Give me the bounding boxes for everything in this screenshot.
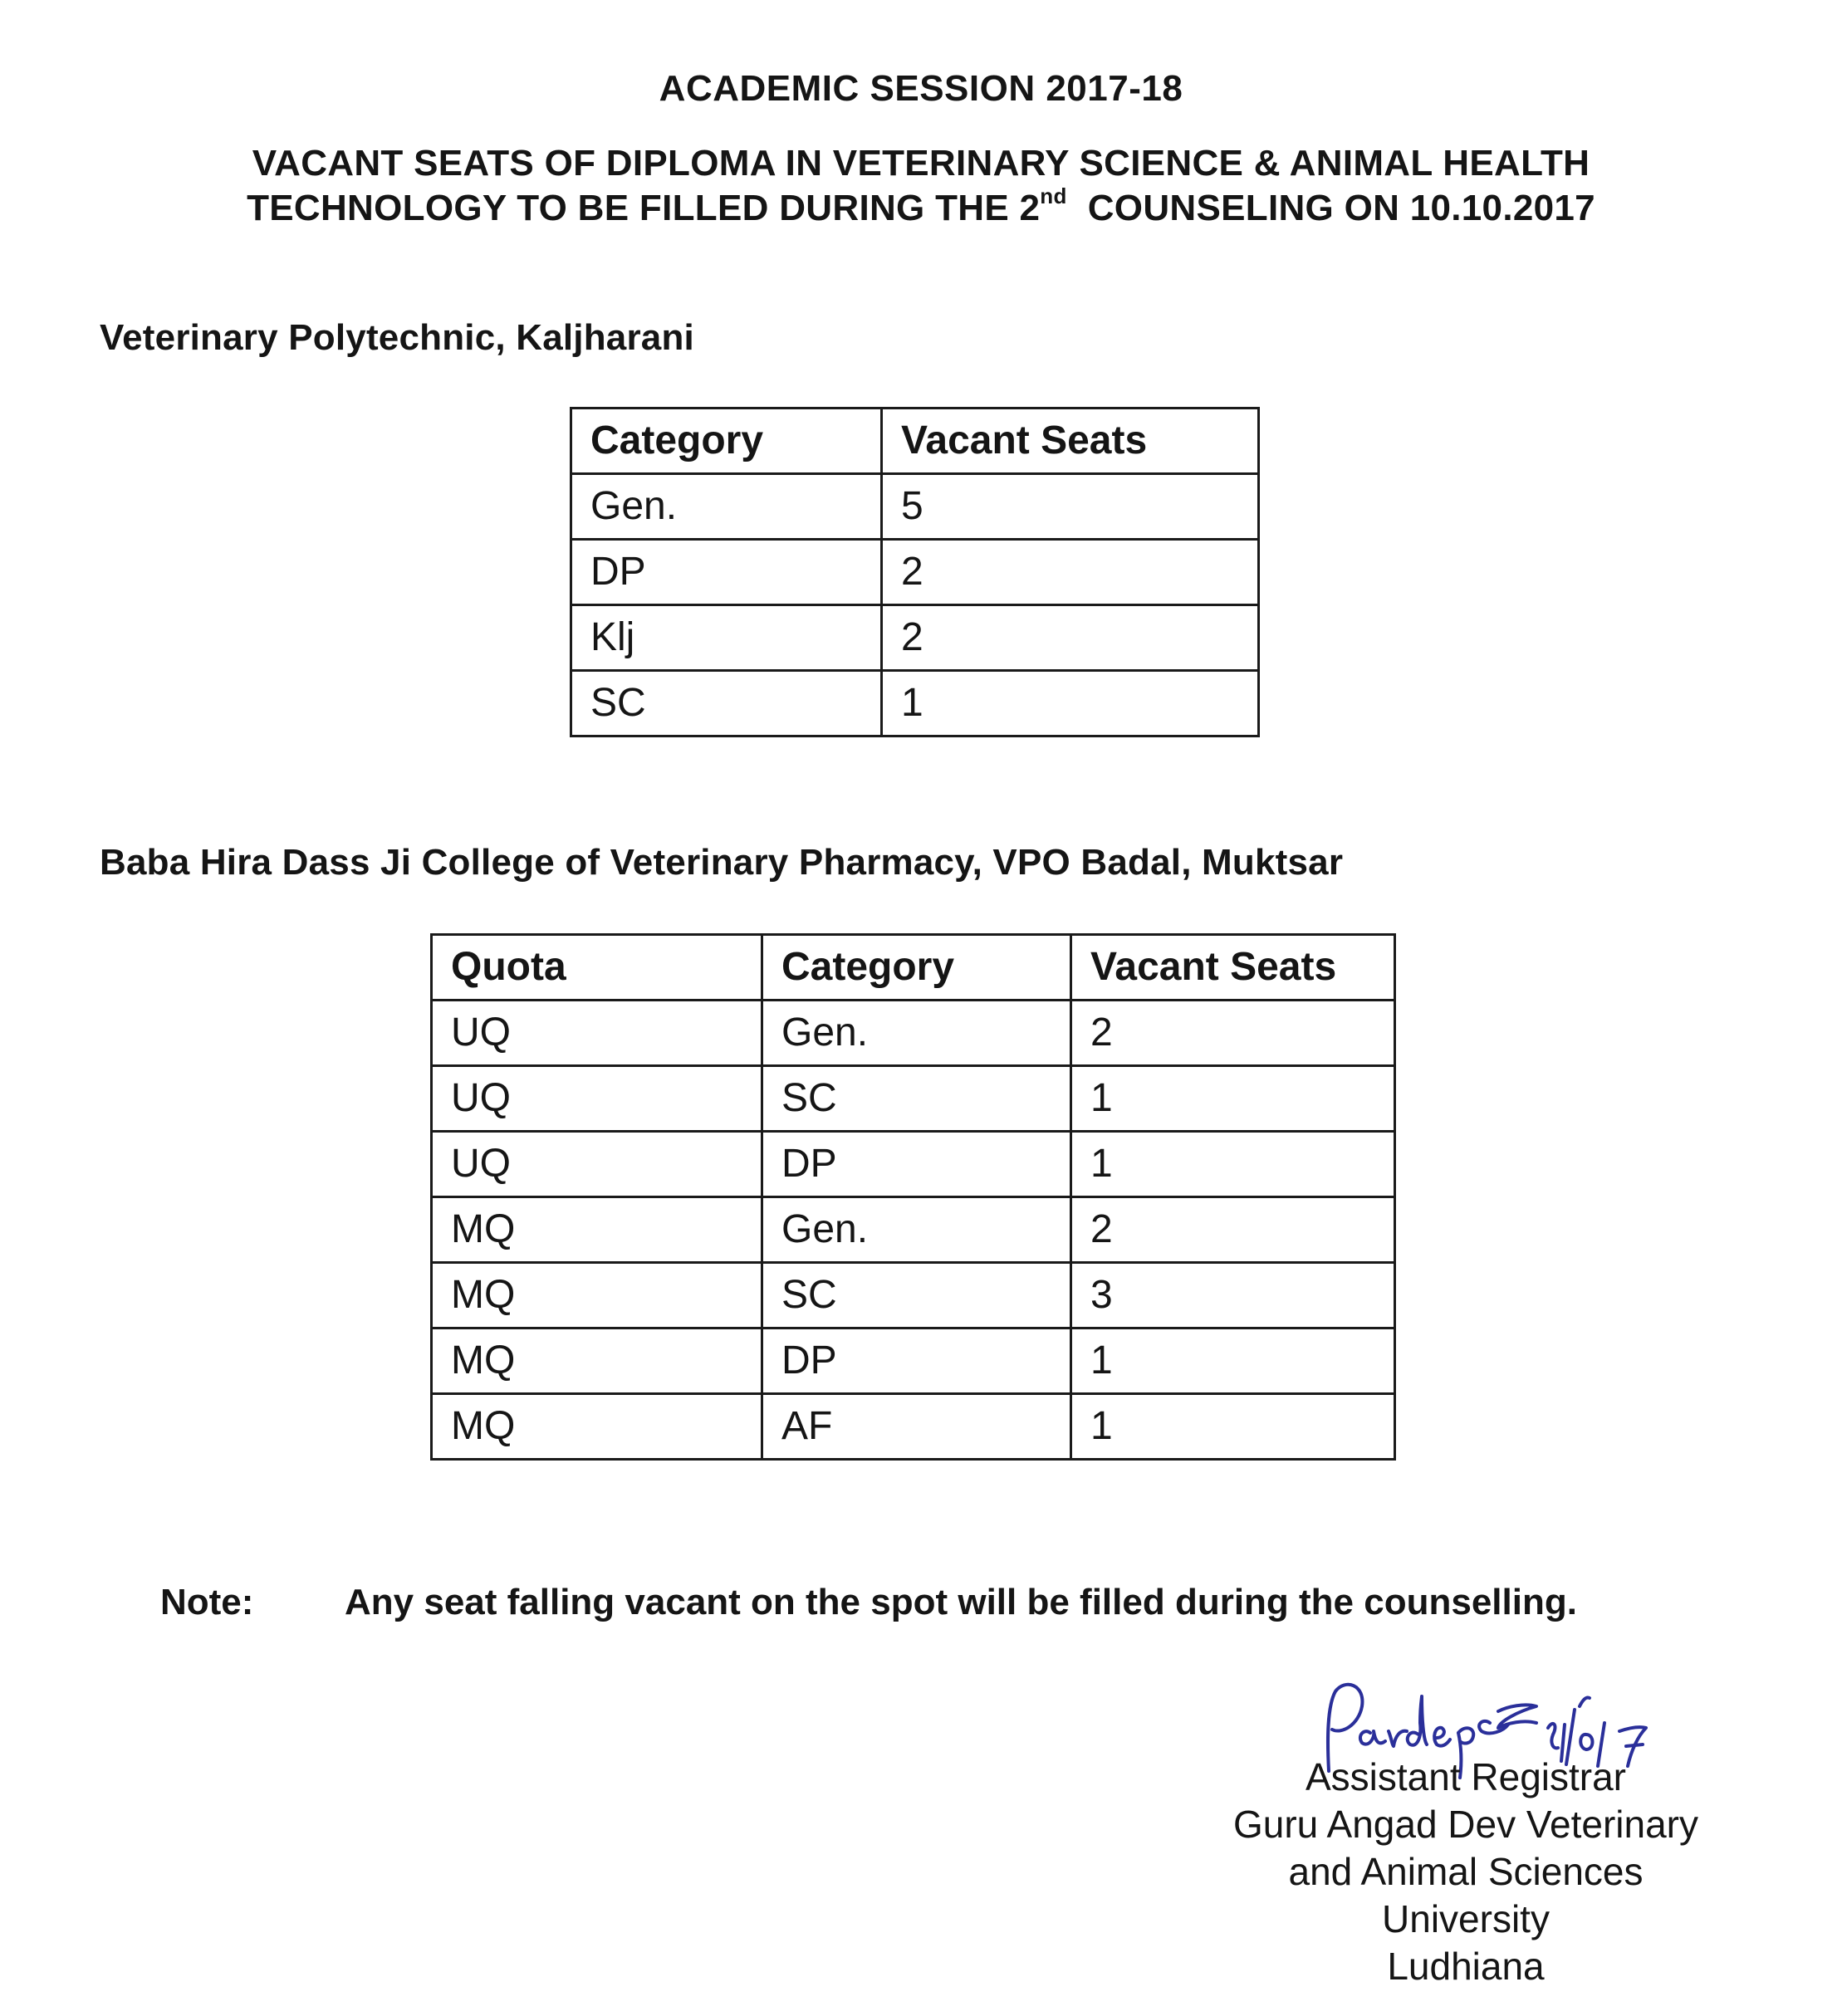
table-cell: SC xyxy=(762,1263,1071,1329)
table-cell: 1 xyxy=(1071,1132,1395,1197)
table-row xyxy=(571,540,1259,605)
table-cell: Gen. xyxy=(571,474,882,540)
table-row xyxy=(432,1066,1395,1132)
table-cell: SC xyxy=(762,1066,1071,1132)
institution-city: Ludhiana xyxy=(1387,1945,1545,1988)
table-cell: DP xyxy=(762,1329,1071,1394)
section-heading-kaljharani: Veterinary Polytechnic, Kaljharani xyxy=(100,317,694,358)
title-line-1: VACANT SEATS OF DIPLOMA IN VETERINARY SCIENCE & ANIMAL HEALTH xyxy=(252,143,1590,183)
section-heading-muktsar: Baba Hira Dass Ji College of Veterinary Pharmacy, VPO Badal, Muktsar xyxy=(100,842,1344,883)
table-cell: DP xyxy=(571,540,882,605)
table-cell: UQ xyxy=(432,1066,762,1132)
institution-line-3: University xyxy=(1382,1897,1550,1940)
table-cell: 2 xyxy=(1071,1001,1395,1066)
column-header: Vacant Seats xyxy=(1071,935,1395,1001)
column-header: Category xyxy=(762,935,1071,1001)
table-row xyxy=(571,671,1259,736)
table-row xyxy=(432,1001,1395,1066)
table-row xyxy=(432,1329,1395,1394)
ordinal-suffix: nd xyxy=(1040,183,1067,208)
note-label: Note: xyxy=(160,1582,254,1622)
muktsar-vacancy-table xyxy=(430,933,1396,1461)
title-line-2-date: COUNSELING ON 10.10.2017 xyxy=(1066,188,1595,228)
institution-line-2: and Animal Sciences xyxy=(1288,1850,1644,1893)
table-row xyxy=(432,1197,1395,1263)
table-header-row xyxy=(571,409,1259,474)
document-title xyxy=(0,141,1842,231)
kaljharani-vacancy-table xyxy=(570,407,1260,737)
table-row xyxy=(432,1132,1395,1197)
column-header: Quota xyxy=(432,935,762,1001)
table-cell: 1 xyxy=(1071,1394,1395,1460)
signatory-block xyxy=(1163,1754,1769,1990)
table-cell: AF xyxy=(762,1394,1071,1460)
table-cell: MQ xyxy=(432,1329,762,1394)
table-cell: 3 xyxy=(1071,1263,1395,1329)
table-row xyxy=(571,474,1259,540)
table-cell: UQ xyxy=(432,1132,762,1197)
column-header: Category xyxy=(571,409,882,474)
column-header: Vacant Seats xyxy=(882,409,1259,474)
table-cell: Klj xyxy=(571,605,882,671)
table-cell: Gen. xyxy=(762,1001,1071,1066)
table-row xyxy=(432,1263,1395,1329)
title-line-2-text: TECHNOLOGY TO BE FILLED DURING THE 2 xyxy=(247,188,1041,228)
table-row xyxy=(432,1394,1395,1460)
table-cell: 1 xyxy=(1071,1066,1395,1132)
table-cell: UQ xyxy=(432,1001,762,1066)
title-line-2 xyxy=(0,183,1842,231)
session-title: ACADEMIC SESSION 2017-18 xyxy=(659,68,1183,109)
table-cell: MQ xyxy=(432,1394,762,1460)
table-row xyxy=(571,605,1259,671)
table-header-row xyxy=(432,935,1395,1001)
table-cell: 1 xyxy=(1071,1329,1395,1394)
table-cell: Gen. xyxy=(762,1197,1071,1263)
table-cell: 2 xyxy=(1071,1197,1395,1263)
note-text: Any seat falling vacant on the spot will be filled during the counselling. xyxy=(345,1582,1577,1622)
table-cell: MQ xyxy=(432,1197,762,1263)
table-cell: 1 xyxy=(882,671,1259,736)
table-cell: SC xyxy=(571,671,882,736)
table-cell: 2 xyxy=(882,605,1259,671)
table-cell: DP xyxy=(762,1132,1071,1197)
signatory-title: Assistant Registrar xyxy=(1305,1755,1626,1798)
institution-line-1: Guru Angad Dev Veterinary xyxy=(1233,1803,1698,1846)
table-cell: 5 xyxy=(882,474,1259,540)
table-cell: 2 xyxy=(882,540,1259,605)
table-cell: MQ xyxy=(432,1263,762,1329)
